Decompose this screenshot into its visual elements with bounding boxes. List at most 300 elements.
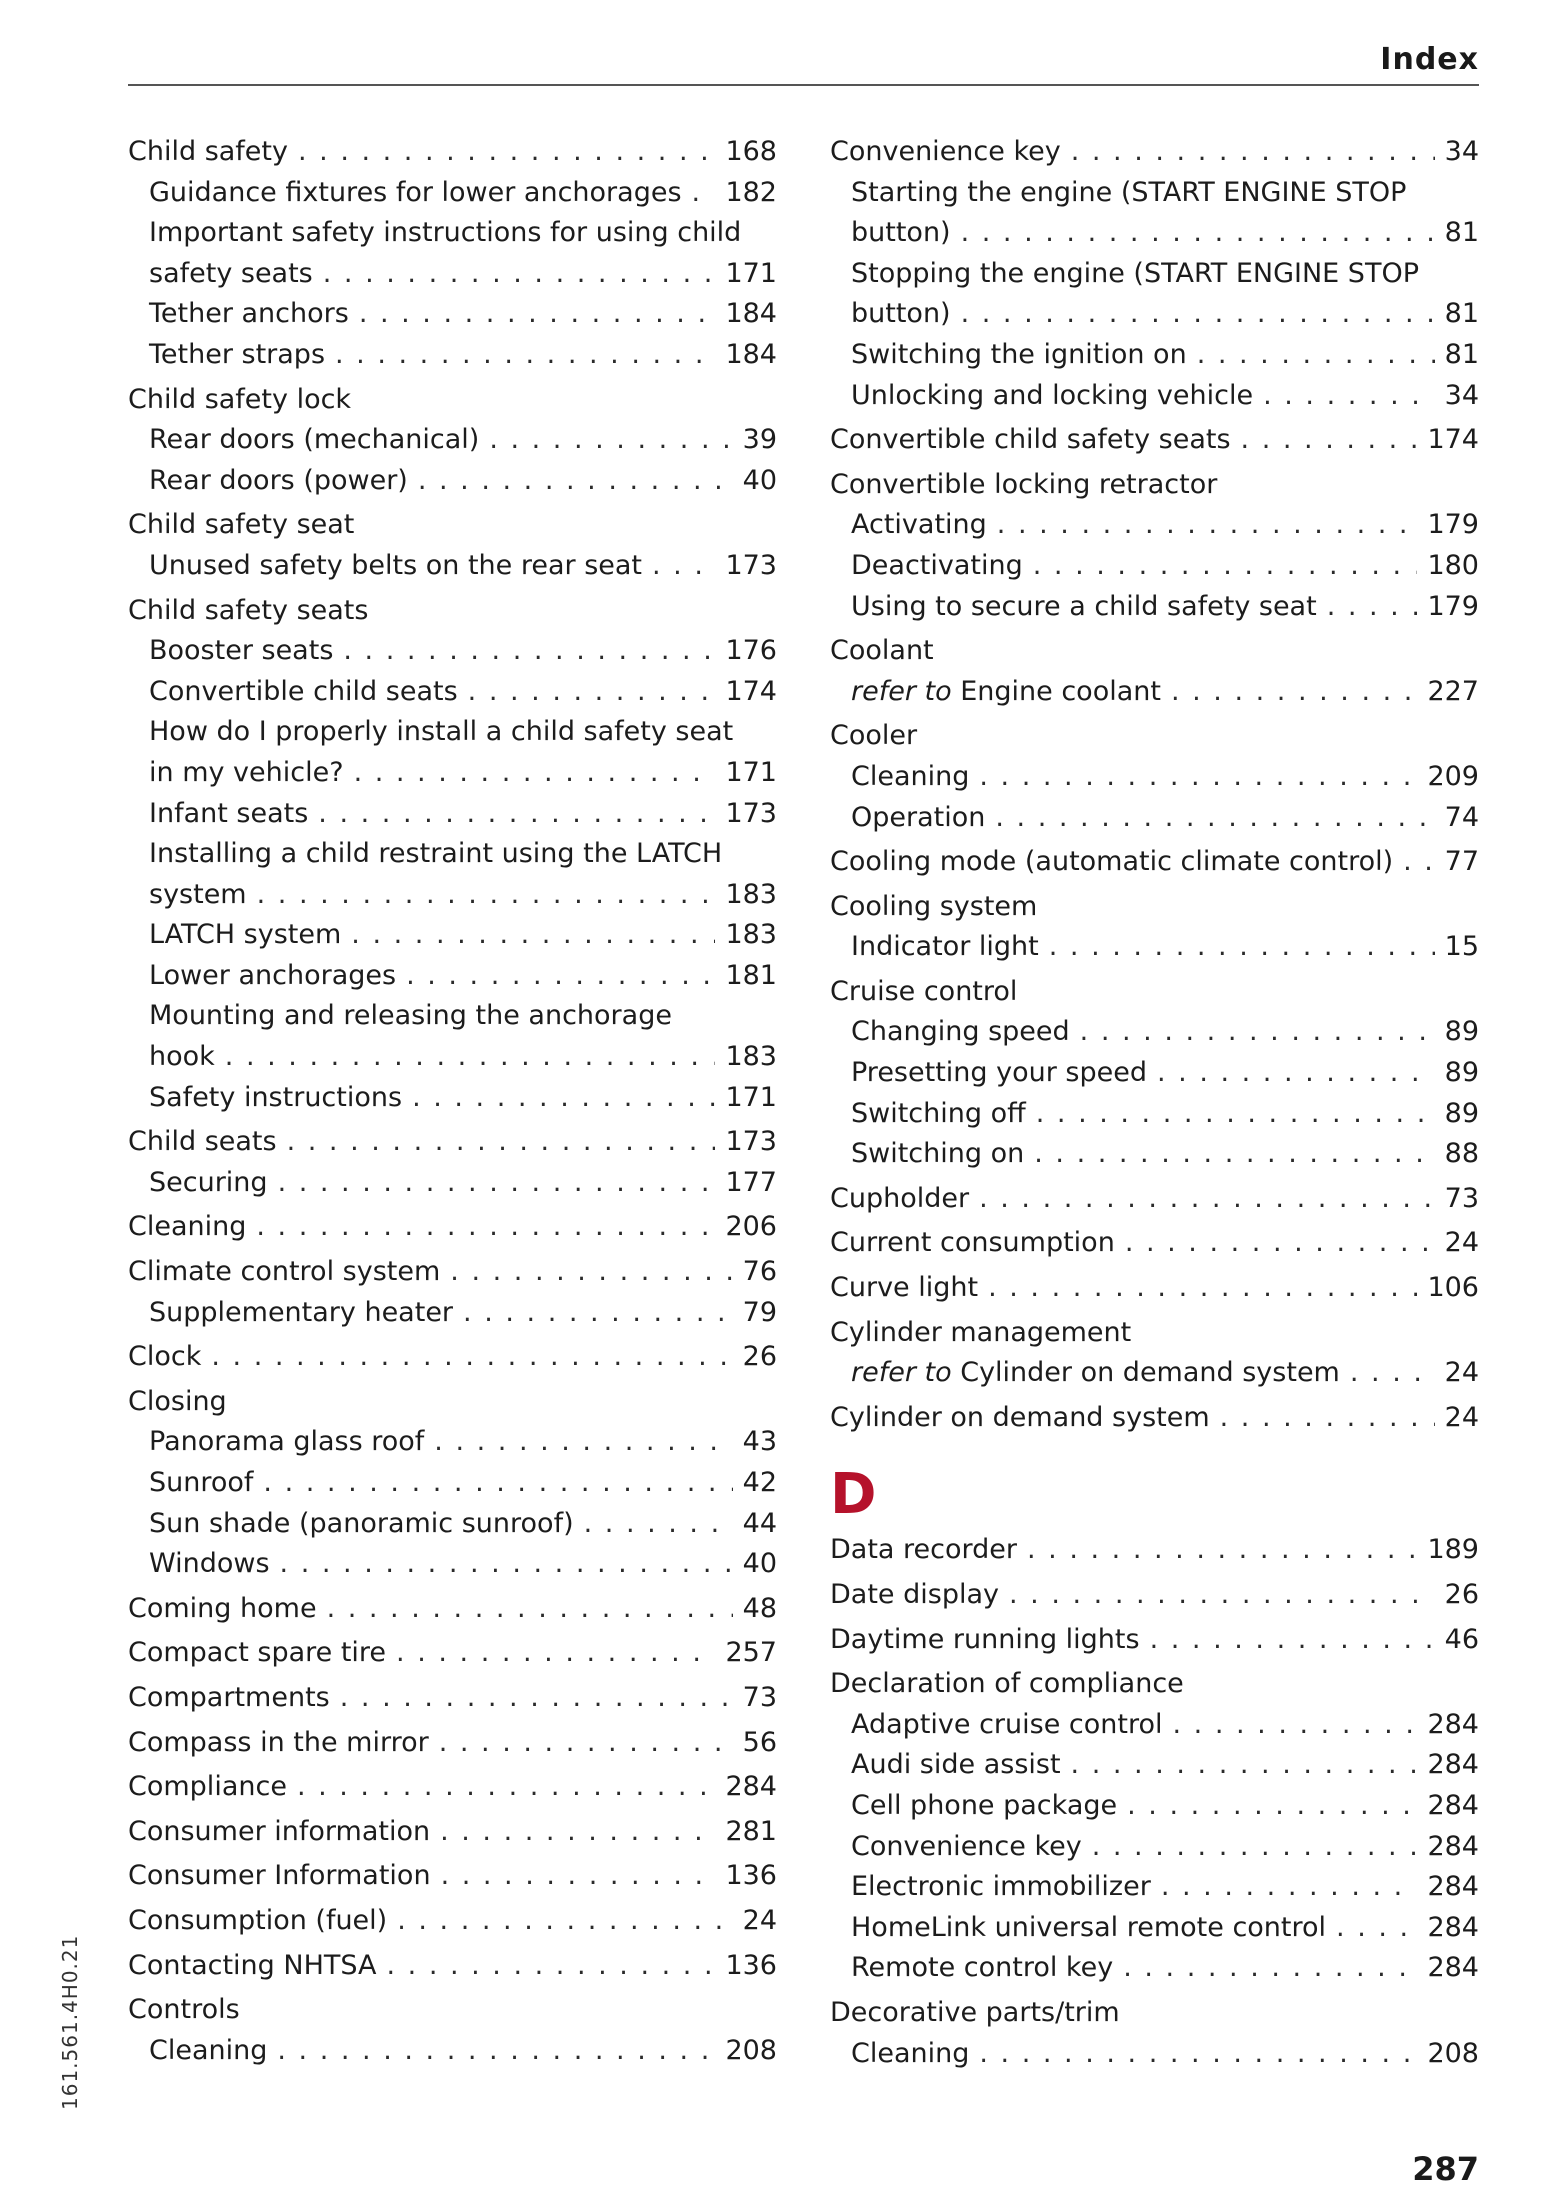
- page-ref: 180: [1427, 549, 1479, 581]
- dot-leader: [1161, 1867, 1418, 1908]
- entry-text-continued: hook: [149, 1041, 215, 1073]
- page-ref: 42: [742, 1467, 777, 1498]
- entry-text: Switching off: [851, 1097, 1026, 1129]
- dot-leader: [434, 1422, 732, 1463]
- index-subentry: [830, 1353, 1479, 1394]
- dot-leader: [1263, 376, 1435, 417]
- dot-leader: [323, 254, 716, 295]
- index-subentry: [830, 1745, 1479, 1786]
- cross-reference-label: refer to: [851, 675, 952, 707]
- index-subentry: [128, 1463, 777, 1504]
- index-heading: [830, 1993, 1479, 2034]
- page-ref: 76: [742, 1256, 777, 1288]
- index-heading: [128, 591, 777, 632]
- entry-text: Activating: [851, 509, 987, 541]
- page-ref: 171: [725, 756, 777, 788]
- entry-text: Compliance: [128, 1771, 287, 1803]
- entry-text: Switching on: [851, 1138, 1025, 1170]
- index-entry: [128, 1337, 777, 1378]
- index-entry: [128, 1723, 777, 1764]
- dot-leader: [418, 461, 733, 502]
- dot-leader: [359, 294, 716, 335]
- page-ref: 183: [725, 878, 777, 910]
- page-ref: 77: [1444, 846, 1479, 878]
- entry-text: Cleaning: [128, 1211, 247, 1243]
- index-subentry: [830, 1827, 1479, 1868]
- entry-text: Cell phone package: [851, 1789, 1118, 1821]
- index-subentry: [830, 376, 1479, 417]
- page-ref: 106: [1427, 1272, 1479, 1304]
- header-divider: [128, 84, 1479, 86]
- entry-text: Booster seats: [149, 635, 334, 667]
- page-ref: 89: [1444, 1016, 1479, 1048]
- index-entry: [128, 753, 777, 794]
- index-entry: [830, 213, 1479, 254]
- page-ref: 173: [725, 1126, 777, 1158]
- page-ref: 184: [725, 338, 777, 370]
- page-ref: 284: [1427, 1708, 1479, 1740]
- index-entry-wrapped: [128, 213, 777, 294]
- entry-text: Sun shade (panoramic sunroof): [149, 1507, 574, 1539]
- dot-leader: [979, 1179, 1435, 1220]
- entry-text: Consumer Information: [128, 1860, 431, 1892]
- index-subentry: [128, 173, 777, 214]
- entry-text: Coming home: [128, 1592, 317, 1624]
- index-subentry: [830, 1012, 1479, 1053]
- dot-leader: [397, 1901, 732, 1942]
- index-heading: [830, 887, 1479, 928]
- entry-text: Convertible child safety seats: [830, 424, 1231, 456]
- index-subentry: [830, 1134, 1479, 1175]
- dot-leader: [961, 294, 1435, 335]
- dot-leader: [979, 2034, 1417, 2075]
- page-ref: 24: [1444, 1401, 1479, 1433]
- dot-leader: [1197, 335, 1435, 376]
- page-ref: 24: [1444, 1357, 1479, 1389]
- index-subentry: [830, 1705, 1479, 1746]
- dot-leader: [263, 1463, 732, 1504]
- page-ref: 136: [725, 1949, 777, 1981]
- entry-text: Child safety lock: [128, 383, 352, 415]
- dot-leader: [278, 1163, 716, 1204]
- entry-text: LATCH system: [149, 919, 342, 951]
- index-entry: [830, 1575, 1479, 1616]
- dot-leader: [343, 631, 715, 672]
- entry-text-continued: button): [851, 298, 951, 330]
- dot-leader: [280, 1544, 733, 1585]
- dot-leader: [327, 1589, 733, 1630]
- page-number: 287: [1412, 2150, 1479, 2188]
- index-heading: [830, 972, 1479, 1013]
- dot-leader: [652, 546, 715, 587]
- page-ref: 173: [725, 797, 777, 829]
- dot-leader: [1080, 1012, 1435, 1053]
- index-heading: [128, 1990, 777, 2031]
- dot-leader: [1171, 672, 1417, 713]
- entry-text: Convertible locking retractor: [830, 468, 1218, 500]
- entry-text: Cleaning: [851, 2037, 970, 2069]
- dot-leader: [692, 173, 716, 214]
- entry-text: Cooler: [830, 720, 918, 752]
- index-entry: [128, 1901, 777, 1942]
- dot-leader: [1350, 1353, 1435, 1394]
- entry-text: Guidance fixtures for lower anchorages: [149, 176, 682, 208]
- entry-text: Rear doors (power): [149, 464, 408, 496]
- page-ref: 284: [725, 1771, 777, 1803]
- entry-text: Remote control key: [851, 1952, 1114, 1984]
- page-ref: 171: [725, 257, 777, 289]
- page-ref: 89: [1444, 1097, 1479, 1129]
- entry-text: Tether anchors: [149, 298, 349, 330]
- page-ref: 79: [742, 1296, 777, 1328]
- dot-leader: [995, 798, 1434, 839]
- section-letter: D: [830, 1462, 877, 1528]
- index-subentry: [128, 1504, 777, 1545]
- index-column-left: [128, 128, 777, 2071]
- page-ref: 81: [1444, 298, 1479, 330]
- index-entry: [128, 254, 777, 295]
- index-entry: [830, 294, 1479, 335]
- dot-leader: [1220, 1398, 1435, 1439]
- dot-leader: [988, 1268, 1417, 1309]
- dot-leader: [961, 213, 1435, 254]
- dot-leader: [211, 1337, 732, 1378]
- index-heading: [830, 1664, 1479, 1705]
- entry-text: Convenience key: [851, 1830, 1082, 1862]
- page-ref: 44: [742, 1507, 777, 1539]
- page-ref: 182: [725, 176, 777, 208]
- index-entry: [128, 1122, 777, 1163]
- page-ref: 26: [742, 1341, 777, 1373]
- index-entry-wrapped: [128, 712, 777, 793]
- dot-leader: [979, 757, 1417, 798]
- dot-leader: [1027, 1530, 1417, 1571]
- dot-leader: [340, 1678, 733, 1719]
- page-ref: 74: [1444, 801, 1479, 833]
- dot-leader: [318, 794, 715, 835]
- index-entry: [830, 1179, 1479, 1220]
- entry-text: HomeLink universal remote control: [851, 1911, 1327, 1943]
- index-entry: [128, 1767, 777, 1808]
- entry-text: Closing: [128, 1385, 227, 1417]
- dot-leader: [406, 956, 715, 997]
- entry-text: Cupholder: [830, 1182, 970, 1214]
- page-ref: 173: [725, 549, 777, 581]
- index-subentry: [830, 335, 1479, 376]
- page-ref: 171: [725, 1081, 777, 1113]
- entry-text: Child seats: [128, 1126, 277, 1158]
- page-ref: 89: [1444, 1057, 1479, 1089]
- dot-leader: [1071, 1745, 1418, 1786]
- index-heading: [830, 631, 1479, 672]
- entry-text: Windows: [149, 1548, 270, 1580]
- dot-leader: [1009, 1575, 1435, 1616]
- entry-text: Unlocking and locking vehicle: [851, 379, 1254, 411]
- index-entry: [128, 1633, 777, 1674]
- cross-reference-label: refer to: [851, 1357, 952, 1389]
- entry-text: Clock: [128, 1341, 202, 1373]
- index-entry: [128, 1589, 777, 1630]
- index-subentry: [128, 1544, 777, 1585]
- entry-text: Adaptive cruise control: [851, 1708, 1163, 1740]
- entry-text: Unused safety belts on the rear seat: [149, 549, 643, 581]
- entry-text: Rear doors (mechanical): [149, 424, 480, 456]
- index-heading: [830, 465, 1479, 506]
- dot-leader: [1034, 1134, 1434, 1175]
- entry-text: Cooling system: [830, 890, 1038, 922]
- entry-text: Mounting and releasing the anchorage: [149, 1000, 672, 1032]
- page-ref: 206: [725, 1211, 777, 1243]
- entry-text: Curve light: [830, 1272, 979, 1304]
- index-heading: [830, 1313, 1479, 1354]
- index-entry: [830, 1223, 1479, 1264]
- index-subentry: [128, 294, 777, 335]
- index-subentry: [830, 505, 1479, 546]
- entry-text: Switching the ignition on: [851, 338, 1187, 370]
- index-entry: [830, 1530, 1479, 1571]
- index-entry: [830, 132, 1479, 173]
- index-subentry: [128, 915, 777, 956]
- entry-text: Installing a child restraint using the LATCH: [149, 838, 723, 870]
- index-subentry: [128, 1163, 777, 1204]
- page-ref: 181: [725, 959, 777, 991]
- index-subentry: [830, 1094, 1479, 1135]
- dot-leader: [1071, 132, 1435, 173]
- dot-leader: [1127, 1786, 1417, 1827]
- page-ref: 284: [1427, 1871, 1479, 1903]
- entry-text-continued: in my vehicle?: [149, 756, 344, 788]
- entry-text: Cylinder on demand system: [830, 1401, 1210, 1433]
- dot-leader: [335, 335, 715, 376]
- index-subentry: [128, 672, 777, 713]
- page-ref: 81: [1444, 217, 1479, 249]
- entry-text: Starting the engine (START ENGINE STOP: [851, 176, 1407, 208]
- dot-leader: [1092, 1827, 1418, 1868]
- page-ref: 73: [742, 1681, 777, 1713]
- dot-leader: [412, 1078, 715, 1119]
- page-ref: 209: [1427, 760, 1479, 792]
- index-entry: [830, 1398, 1479, 1439]
- entry-text: Securing: [149, 1166, 268, 1198]
- page-ref: 189: [1427, 1534, 1479, 1566]
- page-ref: 56: [742, 1726, 777, 1758]
- dot-leader: [386, 1946, 715, 1987]
- index-entry-wrapped: [830, 254, 1479, 335]
- index-subentry: [128, 794, 777, 835]
- entry-text: Declaration of compliance: [830, 1668, 1184, 1700]
- entry-text: Compact spare tire: [128, 1637, 387, 1669]
- page-ref: 24: [742, 1904, 777, 1936]
- index-subentry: [128, 461, 777, 502]
- dot-leader: [287, 1122, 716, 1163]
- page-ref: 284: [1427, 1830, 1479, 1862]
- page-ref: 39: [742, 424, 777, 456]
- page-ref: 284: [1427, 1749, 1479, 1781]
- page-ref: 73: [1444, 1182, 1479, 1214]
- page-ref: 40: [742, 1548, 777, 1580]
- entry-text: Consumer information: [128, 1815, 431, 1847]
- dot-leader: [354, 753, 716, 794]
- page-ref: 284: [1427, 1789, 1479, 1821]
- entry-text: Coolant: [830, 635, 934, 667]
- entry-text: Compartments: [128, 1681, 330, 1713]
- entry-text: Cleaning: [851, 760, 970, 792]
- entry-text: Cooling mode (automatic climate control): [830, 846, 1394, 878]
- page-ref: 183: [725, 919, 777, 951]
- dot-leader: [277, 2031, 715, 2072]
- entry-text: Cylinder management: [830, 1316, 1132, 1348]
- entry-text: How do I properly install a child safety seat: [149, 716, 734, 748]
- index-subentry: [830, 1908, 1479, 1949]
- entry-text: Data recorder: [830, 1534, 1018, 1566]
- entry-text: Consumption (fuel): [128, 1904, 388, 1936]
- index-subentry: [830, 798, 1479, 839]
- index-entry: [128, 1252, 777, 1293]
- page-ref: 208: [725, 2034, 777, 2066]
- index-entry-wrapped: [830, 173, 1479, 254]
- index-entry: [128, 1812, 777, 1853]
- dot-leader: [584, 1504, 733, 1545]
- page-ref: 183: [725, 1041, 777, 1073]
- dot-leader: [1049, 927, 1435, 968]
- entry-text: Daytime running lights: [830, 1623, 1140, 1655]
- page-ref: 227: [1427, 675, 1479, 707]
- index-heading: [830, 716, 1479, 757]
- dot-leader: [468, 672, 716, 713]
- index-entry-wrapped: [128, 834, 777, 915]
- dot-leader: [450, 1252, 732, 1293]
- index-entry: [830, 1620, 1479, 1661]
- index-subentry: [128, 956, 777, 997]
- entry-text: Controls: [128, 1994, 240, 2026]
- dot-leader: [1173, 1705, 1418, 1746]
- dot-leader: [489, 420, 732, 461]
- page-ref: 174: [1427, 424, 1479, 456]
- dot-leader: [1150, 1620, 1435, 1661]
- page-ref: 24: [1444, 1227, 1479, 1259]
- document-code: 161.561.4H0.21: [58, 1934, 82, 2110]
- dot-leader: [298, 132, 715, 173]
- entry-text: Tether straps: [149, 338, 326, 370]
- page-ref: 184: [725, 298, 777, 330]
- page-ref: 174: [725, 675, 777, 707]
- page-ref: 34: [1444, 136, 1479, 167]
- entry-text: Electronic immobilizer: [851, 1871, 1151, 1903]
- entry-text-continued: safety seats: [149, 257, 313, 289]
- entry-text: Current consumption: [830, 1227, 1115, 1259]
- index-subentry: [830, 1053, 1479, 1094]
- index-entry: [128, 875, 777, 916]
- index-subentry: [128, 1293, 777, 1334]
- entry-text: Panorama glass roof: [149, 1426, 425, 1458]
- index-subentry: [128, 546, 777, 587]
- entry-text-continued: button): [851, 217, 951, 249]
- entry-text: Child safety: [128, 136, 288, 167]
- index-column-right: [830, 128, 1479, 2074]
- page-ref: 43: [742, 1426, 777, 1458]
- dot-leader: [256, 1207, 715, 1248]
- index-subentry: [830, 927, 1479, 968]
- index-entry: [830, 1268, 1479, 1309]
- entry-text: Cruise control: [830, 975, 1018, 1007]
- dot-leader: [1123, 1948, 1417, 1989]
- page-ref: 26: [1444, 1579, 1479, 1610]
- entry-text: Climate control system: [128, 1256, 441, 1288]
- index-entry: [128, 132, 777, 173]
- entry-text: Child safety seat: [128, 509, 355, 541]
- index-heading: [128, 380, 777, 421]
- index-subentry: [830, 587, 1479, 628]
- entry-text: Important safety instructions for using child: [149, 217, 742, 249]
- entry-text: Date display: [830, 1579, 999, 1610]
- entry-text: Contacting NHTSA: [128, 1949, 377, 1981]
- dot-leader: [463, 1293, 733, 1334]
- page-ref: 15: [1444, 931, 1479, 963]
- page-ref: 46: [1444, 1623, 1479, 1655]
- cross-reference-target: Cylinder on demand system: [960, 1357, 1340, 1389]
- dot-leader: [1327, 587, 1418, 628]
- entry-text: Supplementary heater: [149, 1296, 454, 1328]
- index-subentry: [830, 672, 1479, 713]
- dot-leader: [1403, 842, 1435, 883]
- index-subentry: [830, 1867, 1479, 1908]
- page-ref: 179: [1427, 509, 1479, 541]
- index-subentry: [830, 1948, 1479, 1989]
- index-entry: [830, 420, 1479, 461]
- entry-text: Stopping the engine (START ENGINE STOP: [851, 257, 1419, 289]
- entry-text: Sunroof: [149, 1467, 254, 1498]
- page-ref: 40: [742, 464, 777, 496]
- index-subentry: [830, 546, 1479, 587]
- index-entry: [830, 842, 1479, 883]
- entry-text: Child safety seats: [128, 594, 369, 626]
- dot-leader: [1157, 1053, 1435, 1094]
- entry-text: [851, 1353, 1340, 1394]
- index-entry: [128, 1037, 777, 1078]
- entry-text-continued: system: [149, 878, 247, 910]
- dot-leader: [351, 915, 715, 956]
- page-ref: 88: [1444, 1138, 1479, 1170]
- entry-text: Deactivating: [851, 549, 1023, 581]
- index-entry-wrapped: [128, 996, 777, 1077]
- entry-text: Indicator light: [851, 931, 1039, 963]
- page-ref: 257: [725, 1637, 777, 1669]
- dot-leader: [1125, 1223, 1435, 1264]
- entry-text: Using to secure a child safety seat: [851, 590, 1317, 622]
- dot-leader: [439, 1723, 733, 1764]
- entry-text: Convertible child seats: [149, 675, 458, 707]
- page-ref: 177: [725, 1166, 777, 1198]
- page-ref: 208: [1427, 2037, 1479, 2069]
- index-subentry: [128, 1422, 777, 1463]
- index-subentry: [830, 1786, 1479, 1827]
- entry-text: Presetting your speed: [851, 1057, 1147, 1089]
- index-subentry: [128, 1078, 777, 1119]
- index-heading: [128, 505, 777, 546]
- page-ref: 281: [725, 1815, 777, 1847]
- dot-leader: [1033, 546, 1418, 587]
- dot-leader: [1036, 1094, 1435, 1135]
- index-subentry: [128, 2031, 777, 2072]
- entry-text: Infant seats: [149, 797, 309, 829]
- page-ref: 168: [725, 136, 777, 167]
- entry-text: Cleaning: [149, 2034, 268, 2066]
- page-ref: 136: [725, 1860, 777, 1892]
- dot-leader: [225, 1037, 716, 1078]
- index-entry: [128, 1678, 777, 1719]
- page-ref: 176: [725, 635, 777, 667]
- entry-text: Changing speed: [851, 1016, 1070, 1048]
